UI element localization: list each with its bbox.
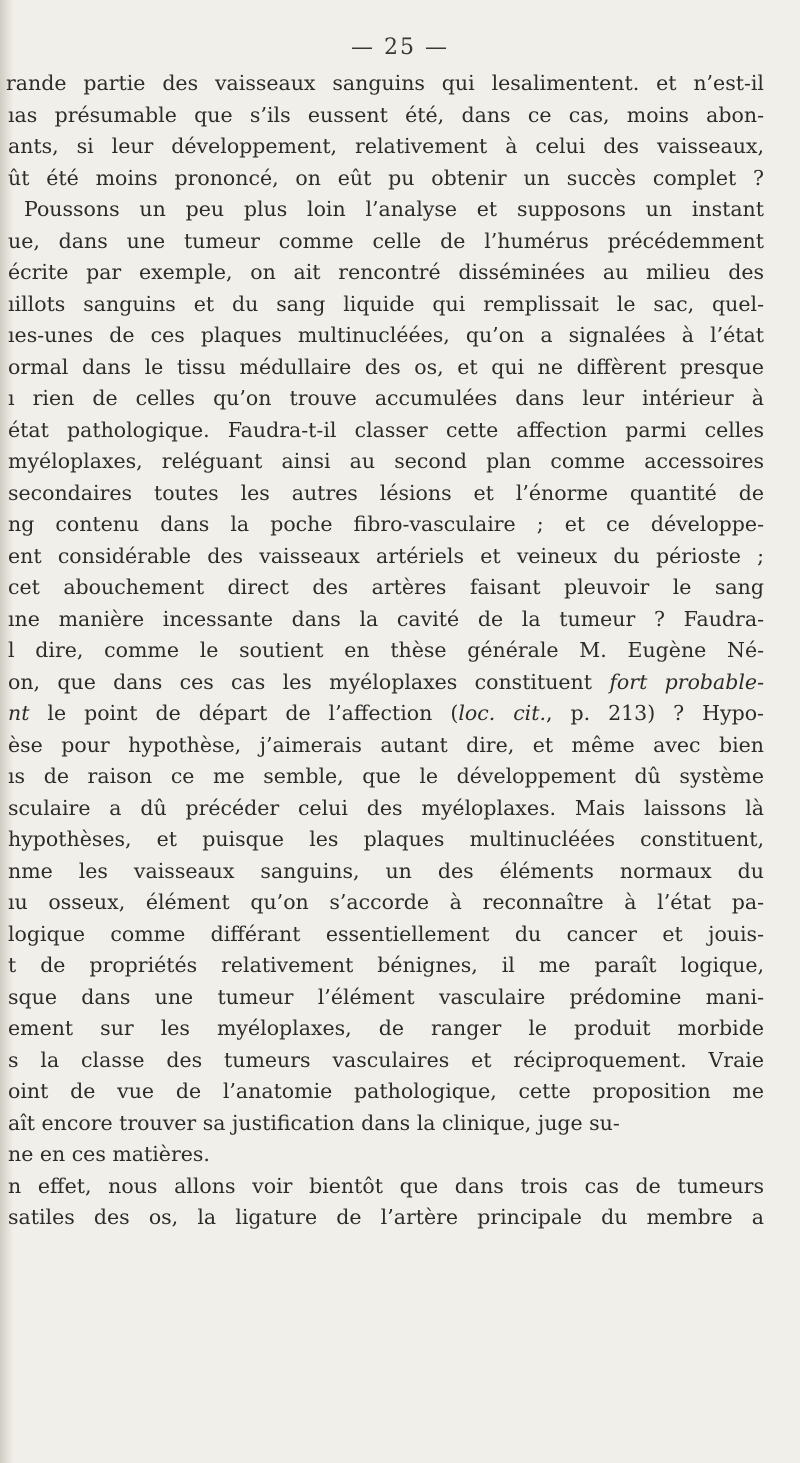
- page-number: — 25 —: [351, 35, 449, 60]
- line-text: le point de départ de l’affection (: [29, 701, 459, 725]
- text-line: [0, 1202, 800, 1234]
- line-text: ıu osseux, élément qu’on s’accorde à reconnaître à l’état pa-: [8, 890, 764, 914]
- text-line: [0, 982, 800, 1014]
- line-text: hypothèses, et puisque les plaques multinucléées constituent,: [8, 827, 764, 851]
- line-text: , p. 213) ? Hypo-: [545, 701, 764, 725]
- line-text: ent considérable des vaisseaux artériels et veineux du périoste ;: [8, 543, 764, 568]
- line-text: èse pour hypothèse, j’aimerais autant dire, et même avec bien: [8, 732, 764, 757]
- text-line: [0, 950, 800, 982]
- italic-text: loc. cit.: [458, 701, 546, 725]
- line-text: écrite par exemple, on ait rencontré disséminées au milieu des: [8, 260, 764, 284]
- text-line: [0, 730, 800, 762]
- text-line: [0, 635, 800, 667]
- text-line: [0, 572, 800, 604]
- line-text: ût été moins prononcé, on eût pu obtenir un succès complet ?: [8, 165, 764, 190]
- text-line: [0, 68, 800, 100]
- text-line: [0, 509, 800, 541]
- line-text: cet abouchement direct des artères faisant pleuvoir le sang: [8, 575, 764, 599]
- italic-text: nt: [8, 701, 30, 725]
- text-line: [0, 478, 800, 510]
- line-text: Poussons un peu plus loin l’analyse et supposons un instant: [24, 197, 764, 221]
- line-text: myéloplaxes, reléguant ainsi au second plan comme accessoires: [8, 449, 764, 473]
- text-line: [0, 667, 800, 699]
- text-line: [0, 604, 800, 636]
- line-text: sque dans une tumeur l’élément vasculaire prédomine mani-: [8, 984, 764, 1009]
- line-text: ıas présumable que s’ils eussent été, dans ce cas, moins abon-: [8, 102, 764, 127]
- text-line: [0, 698, 800, 730]
- line-text: s la classe des tumeurs vasculaires et réciproquement. Vraie: [8, 1047, 764, 1072]
- line-text: ıne manière incessante dans la cavité de la tumeur ? Faudra-: [8, 606, 764, 631]
- body-text: [0, 68, 800, 1234]
- text-line: [0, 257, 800, 289]
- line-text: ng contenu dans la poche fibro-vasculaire ; et ce développe-: [8, 512, 764, 536]
- text-line: [0, 793, 800, 825]
- line-text: ıes-unes de ces plaques multinucléées, qu’on a signalées à l’état: [8, 323, 764, 347]
- text-line: [0, 1013, 800, 1045]
- line-text: ıs de raison ce me semble, que le développement dû système: [8, 764, 764, 788]
- line-text: ormal dans le tissu médullaire des os, et qui ne diffèrent presque: [8, 354, 764, 379]
- text-line: [0, 1045, 800, 1077]
- text-line: [0, 415, 800, 447]
- line-text: ı rien de celles qu’on trouve accumulées dans leur intérieur à: [8, 386, 764, 410]
- text-line: [0, 761, 800, 793]
- line-text: ıillots sanguins et du sang liquide qui remplissait le sac, quel-: [8, 291, 764, 316]
- text-line: [0, 320, 800, 352]
- line-text: ement sur les myéloplaxes, de ranger le produit morbide: [8, 1016, 764, 1040]
- text-line: [0, 163, 800, 195]
- text-line: [0, 289, 800, 321]
- line-text: t de propriétés relativement bénignes, il me paraît logique,: [8, 953, 764, 977]
- italic-text: fort probable-: [609, 669, 764, 694]
- text-line: [0, 226, 800, 258]
- text-line: [0, 856, 800, 888]
- text-line: [0, 383, 800, 415]
- line-text: ne en ces matières.: [8, 1142, 210, 1166]
- text-line: [0, 194, 800, 226]
- text-line: [0, 352, 800, 384]
- line-text: aît encore trouver sa justification dans la clinique, juge su-: [8, 1110, 620, 1135]
- line-text: ants, si leur développement, relativement à celui des vaisseaux,: [8, 134, 764, 158]
- line-text: satiles des os, la ligature de l’artère principale du membre a: [8, 1205, 764, 1229]
- line-text: nme les vaisseaux sanguins, un des éléments normaux du: [8, 858, 764, 883]
- text-line: [0, 1076, 800, 1108]
- line-text: secondaires toutes les autres lésions et l’énorme quantité de: [8, 480, 764, 505]
- text-line: [0, 824, 800, 856]
- line-text: ue, dans une tumeur comme celle de l’humérus précédemment: [8, 228, 764, 253]
- text-line: [0, 1139, 800, 1171]
- line-text: sculaire a dû précéder celui des myéloplaxes. Mais laissons là: [8, 795, 764, 820]
- text-line: [0, 887, 800, 919]
- text-line: [0, 100, 800, 132]
- line-text: on, que dans ces cas les myéloplaxes constituent: [8, 669, 610, 694]
- line-text: logique comme différant essentiellement du cancer et jouis-: [8, 921, 764, 946]
- line-text: rande partie des vaisseaux sanguins qui lesalimentent. et n’est-il: [6, 71, 764, 95]
- line-text: état pathologique. Faudra-t-il classer cette affection parmi celles: [8, 417, 764, 442]
- text-line: [0, 919, 800, 951]
- text-line: [0, 131, 800, 163]
- line-text: n effet, nous allons voir bientôt que dans trois cas de tumeurs: [8, 1173, 764, 1198]
- line-text: oint de vue de l’anatomie pathologique, cette proposition me: [8, 1079, 764, 1103]
- text-line: [0, 446, 800, 478]
- text-line: [0, 1171, 800, 1203]
- line-text: l dire, comme le soutient en thèse générale M. Eugène Né-: [8, 638, 764, 662]
- text-line: [0, 541, 800, 573]
- text-line: [0, 1108, 800, 1140]
